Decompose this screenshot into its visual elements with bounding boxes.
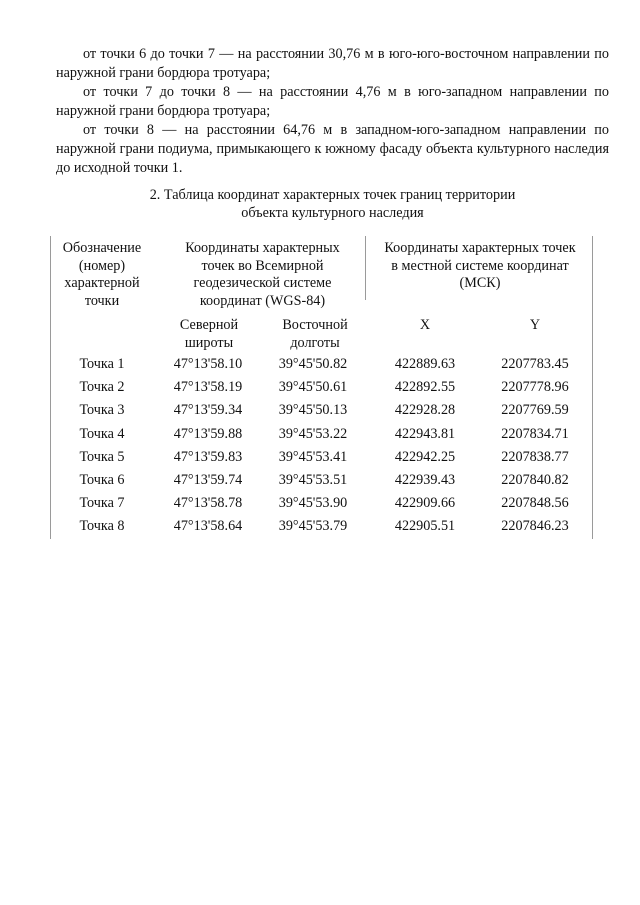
header-line: (МСК) (459, 275, 501, 291)
table-row (50, 399, 591, 422)
subheader-north-latitude (160, 317, 258, 352)
cell-x: 422943.81 (394, 426, 456, 442)
cell-latitude: 47°13'59.74 (173, 472, 243, 488)
header-line: координат (WGS-84) (199, 292, 326, 309)
header-line: (номер) (78, 257, 126, 274)
cell-x: 422928.28 (394, 402, 456, 418)
cell-x: 422939.43 (394, 472, 456, 488)
header-line: в местной системе координат (391, 257, 569, 274)
cell-x: 422905.51 (394, 518, 456, 534)
subheader-east-longitude (265, 317, 365, 352)
cell-point: Точка 3 (79, 402, 125, 418)
cell-latitude: 47°13'59.34 (173, 402, 243, 418)
table-row (50, 446, 591, 469)
header-msk-coordinates (370, 240, 590, 293)
cell-x: 422892.55 (394, 379, 456, 395)
cell-y: 2207840.82 (501, 472, 569, 488)
cell-y: 2207838.77 (501, 449, 569, 465)
cell-y: 2207848.56 (501, 495, 569, 511)
cell-longitude: 39°45'53.90 (278, 495, 348, 511)
cell-y: 2207769.59 (501, 402, 569, 418)
table-caption-line-1: 2. Таблица координат характерных точек границ территории (149, 187, 516, 203)
cell-x: 422889.63 (394, 356, 456, 372)
cell-y: 2207846.23 (501, 518, 569, 534)
subheader-y: Y (529, 317, 541, 333)
cell-latitude: 47°13'58.78 (173, 495, 243, 511)
table-row (50, 423, 591, 446)
header-line: Координаты характерных точек (384, 240, 576, 256)
paragraph-point-7-8: от точки 7 до точки 8 — на расстоянии 4,76 м в юго-западном направлении по наружной грани бордюра тротуара; (56, 84, 609, 119)
table-row (50, 492, 591, 515)
cell-latitude: 47°13'58.64 (173, 518, 243, 534)
cell-y: 2207834.71 (501, 426, 569, 442)
subheader-line: Восточной (282, 317, 348, 333)
cell-latitude: 47°13'59.83 (173, 449, 243, 465)
cell-point: Точка 6 (79, 472, 125, 488)
cell-point: Точка 8 (79, 518, 125, 534)
cell-latitude: 47°13'59.88 (173, 426, 243, 442)
cell-longitude: 39°45'50.61 (278, 379, 348, 395)
table-row (50, 376, 591, 399)
header-line: точки (84, 292, 120, 309)
cell-latitude: 47°13'58.19 (173, 379, 243, 395)
cell-longitude: 39°45'53.22 (278, 426, 348, 442)
paragraph-point-8-1: от точки 8 — на расстоянии 64,76 м в западном-юго-западном направлении по наружной грани подиума, примыкающего к южному фасаду объекта культурного наследия до исходной точки 1. (56, 122, 609, 176)
subheader-line: Северной (179, 317, 239, 333)
table-row (50, 353, 591, 376)
subheader-x: X (419, 317, 431, 333)
header-wgs84-coordinates (160, 240, 365, 310)
cell-y: 2207778.96 (501, 379, 569, 395)
table-row (50, 469, 591, 492)
cell-latitude: 47°13'58.10 (173, 356, 243, 372)
table-row (50, 515, 591, 538)
cell-longitude: 39°45'53.51 (278, 472, 348, 488)
cell-x: 422909.66 (394, 495, 456, 511)
header-line: точек во Всемирной (201, 257, 324, 274)
paragraph-point-6-7: от точки 6 до точки 7 — на расстоянии 30,76 м в юго-юго-восточном направлении по наружной грани бордюра тротуара; (56, 46, 609, 81)
subheader-line: долготы (290, 334, 340, 351)
header-line: характерной (64, 275, 140, 291)
table-column-divider (365, 236, 366, 300)
cell-point: Точка 5 (79, 449, 125, 465)
cell-x: 422942.25 (394, 449, 456, 465)
cell-point: Точка 1 (79, 356, 125, 372)
cell-longitude: 39°45'53.41 (278, 449, 348, 465)
cell-longitude: 39°45'50.82 (278, 356, 348, 372)
header-line: Координаты характерных (185, 240, 340, 256)
table-caption-line-2: объекта культурного наследия (241, 205, 424, 221)
header-line: геодезической системе (193, 275, 332, 291)
subheader-line: широты (184, 334, 234, 351)
cell-longitude: 39°45'53.79 (278, 518, 348, 534)
cell-point: Точка 2 (79, 379, 125, 395)
cell-point: Точка 7 (79, 495, 125, 511)
table-caption (56, 186, 609, 222)
cell-longitude: 39°45'50.13 (278, 402, 348, 418)
cell-point: Точка 4 (79, 426, 125, 442)
cell-y: 2207783.45 (501, 356, 569, 372)
header-line: Обозначение (62, 240, 142, 256)
header-point-designation (50, 240, 154, 310)
